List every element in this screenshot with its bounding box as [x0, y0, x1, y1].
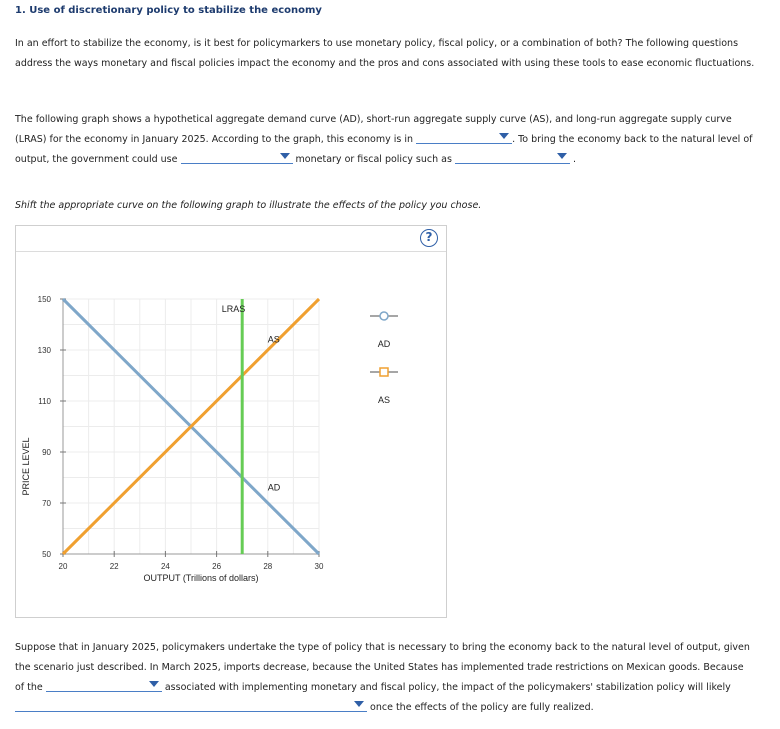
graph-instruction: Shift the appropriate curve on the following graph to illustrate the effects of the policy you chose. — [15, 200, 482, 211]
x-tick-label: 22 — [109, 562, 119, 571]
legend-marker-ad[interactable] — [380, 312, 388, 320]
chevron-down-icon — [280, 153, 290, 159]
question-title: 1. Use of discretionary policy to stabilize the economy — [15, 5, 322, 16]
y-tick-label: 110 — [38, 397, 51, 406]
graph-question-text-3: monetary or fiscal policy such as — [295, 154, 452, 165]
curve-label-lras: LRAS — [221, 303, 246, 314]
legend-label-as: AS — [377, 395, 391, 405]
final-question-text-2: associated with implementing monetary and fiscal policy, the impact of the policymakers' stabilization policy will likely — [164, 682, 731, 693]
ad-as-chart[interactable] — [16, 226, 448, 619]
help-icon[interactable]: ? — [420, 229, 438, 247]
chevron-down-icon — [149, 681, 159, 687]
y-tick-label: 90 — [42, 448, 51, 457]
chevron-down-icon — [354, 701, 364, 707]
graph-question-text-1: The following graph shows a hypothetical aggregate demand curve (AD), short-run aggregate supply curve (AS), and long-run aggregate supply curve (LRAS) for the economy in January 2025. According to the graph, this economy is in — [15, 114, 732, 145]
x-tick-label: 30 — [314, 562, 324, 571]
curve-label-ad: AD — [267, 482, 281, 493]
final-question-text-1: Suppose that in January 2025, policymakers undertake the type of policy that is necessary to bring the economy back to the natural level of output, given the scenario just described. In March 2025, imports decrease, because the United States has implemented trade restrictions on Mexican goods. Because of the — [15, 642, 750, 693]
x-tick-label: 24 — [160, 562, 170, 571]
intro-paragraph: In an effort to stabilize the economy, is it best for policymarkers to use monetary policy, fiscal policy, or a combination of both? The following questions address the ways monetary and fiscal policies impact the economy and the pros and cons associated with using these tools to ease economic fluctuations. — [15, 38, 755, 69]
x-tick-label: 20 — [58, 562, 68, 571]
policy-type-dropdown[interactable] — [181, 150, 293, 164]
curve-label-as: AS — [267, 334, 280, 345]
lag-type-dropdown[interactable] — [46, 678, 162, 692]
graph-question-text-4: . — [573, 154, 577, 165]
legend-label-ad: AD — [377, 339, 391, 349]
y-tick-label: 130 — [37, 346, 51, 355]
final-question-text-3: once the effects of the policy are fully realized. — [370, 702, 594, 713]
x-tick-label: 28 — [263, 562, 273, 571]
legend-marker-as[interactable] — [380, 368, 388, 376]
policy-example-dropdown[interactable] — [455, 150, 570, 164]
economy-state-dropdown[interactable] — [416, 130, 512, 144]
graph-question-text-2: . To bring the economy back to the natural level of output, the government could use — [15, 134, 753, 165]
y-tick-label: 70 — [42, 499, 51, 508]
y-axis-label: PRICE LEVEL — [21, 437, 31, 496]
graph-panel — [15, 225, 447, 618]
x-tick-label: 26 — [212, 562, 222, 571]
final-question-paragraph — [15, 638, 755, 718]
graph-question-paragraph — [15, 110, 755, 170]
y-tick-label: 50 — [42, 550, 51, 559]
chevron-down-icon — [557, 153, 567, 159]
y-tick-label: 150 — [37, 295, 51, 304]
chevron-down-icon — [499, 133, 509, 139]
x-axis-label: OUTPUT (Trillions of dollars) — [143, 573, 259, 583]
policy-impact-dropdown[interactable] — [15, 698, 367, 712]
